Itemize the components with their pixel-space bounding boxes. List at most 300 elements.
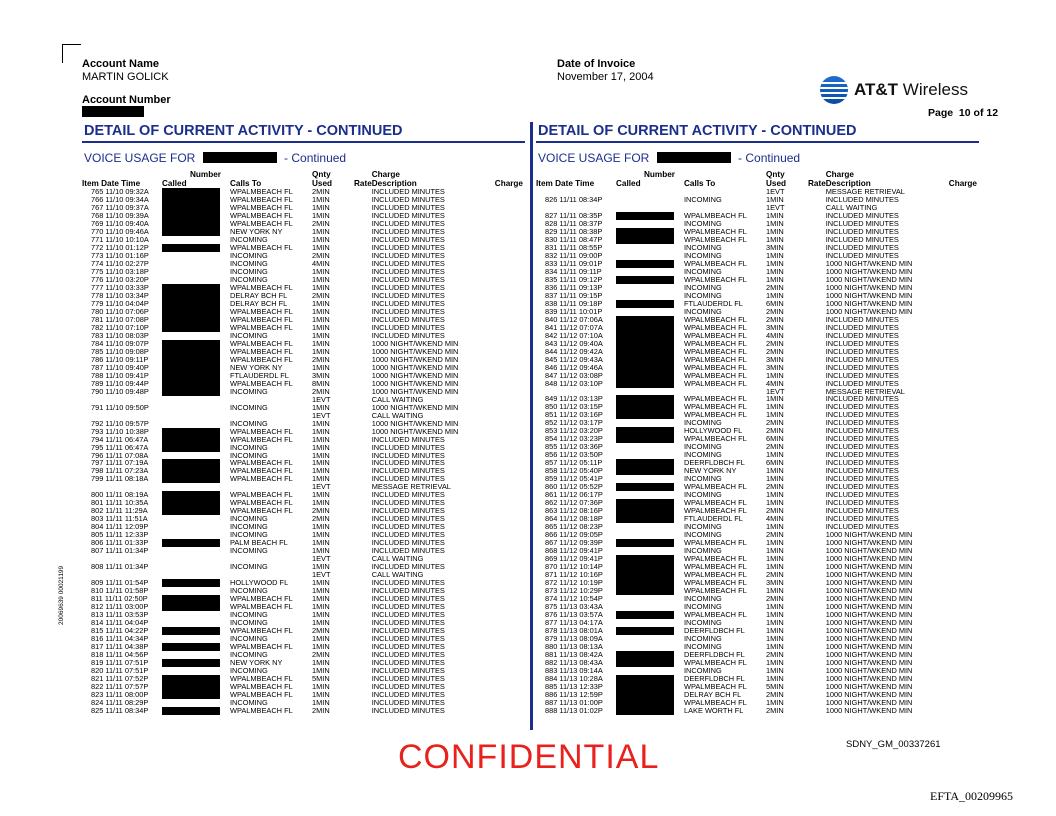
charge — [932, 691, 977, 699]
charge-description: MESSAGE RETRIEVAL — [825, 187, 905, 196]
rate — [808, 332, 826, 340]
charge-description: INCLUDED MINUTES — [371, 522, 445, 532]
rate — [354, 260, 372, 268]
table-row — [82, 523, 523, 531]
charge-description: INCLUDED MINUTES — [371, 250, 445, 260]
rate — [354, 539, 372, 547]
redaction-number — [616, 627, 674, 635]
qnty-used: 1MIN — [312, 538, 330, 548]
redaction-left-phone — [203, 152, 277, 163]
charge — [478, 539, 523, 547]
charge-description: INCLUDED MINUTES — [371, 562, 445, 572]
qnty-used: 1MIN — [312, 562, 330, 572]
calls-to: INCOMING — [230, 235, 268, 244]
calls-to: DEERFLDBCH FL — [684, 458, 745, 468]
rate — [354, 571, 372, 579]
number-called — [616, 499, 684, 507]
qnty-used: 2MIN — [312, 187, 330, 196]
calls-to: INCOMING — [684, 250, 722, 260]
qnty-used: 1MIN — [312, 474, 330, 484]
rate — [354, 364, 372, 372]
item-date-time: 861 11/12 06:17P — [545, 490, 603, 500]
number-called — [616, 308, 684, 316]
charge — [932, 324, 977, 332]
number-called — [616, 547, 684, 555]
table-row — [82, 587, 523, 595]
redaction-number — [616, 691, 674, 699]
redaction-number — [162, 204, 220, 212]
item-date-time: 806 11/11 01:33P — [91, 538, 149, 548]
logo-text: Wireless — [898, 80, 968, 99]
charge — [932, 587, 977, 595]
charge — [932, 427, 977, 435]
qnty-used: 2MIN — [766, 338, 784, 348]
charge-description: 1000 NIGHT/WKEND MIN — [825, 657, 913, 667]
calls-to: INCOMING — [684, 242, 722, 252]
charge-description: INCLUDED MINUTES — [371, 657, 445, 667]
number-called — [162, 491, 230, 499]
charge-description: INCLUDED MINUTES — [371, 514, 445, 524]
item-date-time: 869 11/12 09:41P — [545, 554, 603, 564]
number-called — [616, 276, 684, 284]
charge-description: INCLUDED MINUTES — [371, 195, 445, 204]
qnty-used: 1MIN — [312, 458, 330, 468]
charge — [932, 643, 977, 651]
item-date-time: 867 11/12 09:39P — [545, 538, 603, 548]
item-date-time: 839 11/11 10:01P — [545, 306, 603, 316]
redaction-number — [616, 356, 674, 364]
charge-description: INCLUDED MINUTES — [371, 538, 445, 548]
table-row — [82, 603, 523, 611]
charge-description: INCLUDED MINUTES — [371, 578, 445, 588]
calls-to: WPALMBEACH FL — [230, 594, 293, 604]
charge — [478, 699, 523, 707]
qnty-used: 2MIN — [766, 314, 784, 324]
redaction-number — [162, 603, 220, 611]
rate — [354, 292, 372, 300]
left-title-rule — [82, 141, 525, 143]
number-called — [162, 252, 230, 260]
item-date-time: 803 11/11 11:51A — [91, 514, 148, 524]
number-called — [162, 380, 230, 388]
rate — [808, 595, 826, 603]
qnty-used: 1MIN — [312, 610, 330, 620]
qnty-used: 2MIN — [312, 219, 330, 228]
rate — [808, 555, 826, 563]
charge — [478, 587, 523, 595]
table-row — [82, 507, 523, 515]
charge — [932, 475, 977, 483]
charge-description: INCLUDED MINUTES — [371, 442, 445, 452]
charge — [478, 483, 523, 491]
rate — [354, 555, 372, 563]
rate — [354, 268, 372, 276]
charge — [478, 595, 523, 603]
redaction-number — [616, 659, 674, 667]
redaction-number — [162, 212, 220, 220]
rate — [808, 531, 826, 539]
qnty-used: 4MIN — [766, 514, 784, 524]
qnty-used: 1MIN — [312, 322, 330, 332]
rate — [808, 707, 826, 715]
rate — [354, 587, 372, 595]
charge-description: INCLUDED MINUTES — [825, 498, 899, 508]
charge — [932, 547, 977, 555]
rate — [354, 356, 372, 364]
charge — [478, 196, 523, 204]
qnty-used: 1MIN — [766, 474, 784, 484]
charge — [932, 212, 977, 220]
calls-to: WPALMBEACH FL — [230, 474, 293, 484]
table-row — [82, 699, 523, 707]
qnty-used: 1MIN — [766, 466, 784, 476]
item-date-time: 787 11/10 09:40P — [91, 362, 149, 372]
calls-to: WPALMBEACH FL — [230, 219, 293, 228]
calls-to: WPALMBEACH FL — [684, 226, 747, 236]
item-date-time: 870 11/12 10:14P — [545, 562, 603, 572]
item-date-time: 883 11/13 09:14A — [545, 665, 603, 675]
rate — [808, 380, 826, 388]
table-row — [82, 579, 523, 587]
item-date-time: 846 11/12 09:46A — [545, 362, 603, 372]
charge — [478, 667, 523, 675]
qnty-used: 1MIN — [766, 657, 784, 667]
charge — [932, 395, 977, 403]
number-called — [616, 635, 684, 643]
charge-description: INCLUDED MINUTES — [825, 242, 899, 252]
charge-description: INCLUDED MINUTES — [371, 322, 445, 332]
calls-to: WPALMBEACH FL — [230, 322, 293, 332]
rate — [808, 427, 826, 435]
calls-to: INCOMING — [684, 602, 722, 612]
number-called — [162, 412, 230, 420]
calls-to: DELRAY BCH FL — [230, 290, 288, 300]
table-row — [536, 228, 977, 236]
charge — [478, 523, 523, 531]
qnty-used: 6MIN — [766, 458, 784, 468]
charge-description: INCLUDED MINUTES — [825, 314, 899, 324]
charge — [478, 300, 523, 308]
charge-description: INCLUDED MINUTES — [371, 618, 445, 628]
item-date-time: 871 11/12 10:16P — [545, 570, 603, 580]
number-called — [162, 651, 230, 659]
rate — [808, 507, 826, 515]
charge — [478, 324, 523, 332]
rate — [354, 372, 372, 380]
number-called — [616, 571, 684, 579]
col-qnty-used: Used — [312, 179, 333, 188]
charge-description: 1000 NIGHT/WKEND MIN — [371, 354, 459, 364]
charge-description: INCLUDED MINUTES — [371, 306, 445, 316]
calls-to: WPALMBEACH FL — [230, 187, 293, 196]
charge — [478, 308, 523, 316]
charge — [478, 555, 523, 563]
charge — [478, 220, 523, 228]
rate — [354, 396, 372, 404]
item-date-time: 828 11/11 08:37P — [545, 218, 603, 228]
rate — [354, 483, 372, 491]
calls-to: INCOMING — [230, 514, 268, 524]
charge — [478, 284, 523, 292]
number-called — [162, 611, 230, 619]
number-called — [162, 635, 230, 643]
number-called — [162, 571, 230, 579]
charge — [478, 563, 523, 571]
number-called — [162, 316, 230, 324]
charge — [932, 451, 977, 459]
calls-to: INCOMING — [230, 649, 268, 659]
qnty-used: 1MIN — [312, 594, 330, 604]
charge — [478, 396, 523, 404]
qnty-used: 2MIN — [766, 530, 784, 540]
item-date-time: 818 11/11 04:56P — [91, 649, 149, 659]
redaction-number — [162, 707, 220, 715]
redaction-number — [162, 196, 220, 204]
charge-description: 1000 NIGHT/WKEND MIN — [825, 282, 913, 292]
charge-description: INCLUDED MINUTES — [371, 219, 445, 228]
number-called — [162, 531, 230, 539]
calls-to: WPALMBEACH FL — [230, 689, 293, 699]
qnty-used: 1MIN — [766, 370, 784, 380]
item-date-time: 793 11/10 10:38P — [91, 426, 149, 436]
calls-to: INCOMING — [230, 618, 268, 628]
charge — [932, 459, 977, 467]
charge-description: 1000 NIGHT/WKEND MIN — [371, 426, 459, 436]
col-qnty-top: Qnty — [766, 170, 785, 179]
qnty-used: 1MIN — [766, 625, 784, 635]
charge-description: 1000 NIGHT/WKEND MIN — [825, 530, 913, 540]
rate — [354, 507, 372, 515]
redaction-number — [616, 403, 674, 411]
left-section-title: DETAIL OF CURRENT ACTIVITY - CONTINUED — [84, 123, 403, 139]
item-date-time: 886 11/13 12:59P — [545, 689, 603, 699]
charge-description: CALL WAITING — [371, 410, 424, 420]
calls-to: WPALMBEACH FL — [684, 506, 747, 516]
qnty-used: 1MIN — [312, 227, 330, 236]
calls-to: WPALMBEACH FL — [684, 697, 747, 707]
calls-to: DEERFLDBCH FL — [684, 625, 745, 635]
calls-to: WPALMBEACH FL — [230, 306, 293, 316]
number-called — [162, 364, 230, 372]
charge-description: INCLUDED MINUTES — [825, 394, 899, 404]
charge-description: 1000 NIGHT/WKEND MIN — [825, 266, 913, 276]
charge — [932, 667, 977, 675]
calls-to: WPALMBEACH FL — [684, 346, 747, 356]
charge — [478, 691, 523, 699]
side-code: 20069639 00021199 — [58, 565, 65, 625]
charge-description: INCLUDED MINUTES — [371, 458, 445, 468]
charge — [478, 515, 523, 523]
qnty-used: 2MIN — [766, 570, 784, 580]
calls-to: HOLLYWOOD FL — [230, 578, 289, 588]
number-called — [162, 204, 230, 212]
charge — [932, 316, 977, 324]
charge — [478, 268, 523, 276]
calls-to: NEW YORK NY — [230, 362, 283, 372]
charge — [932, 268, 977, 276]
qnty-used: 1EVT — [312, 554, 331, 564]
rate — [354, 348, 372, 356]
number-called — [616, 659, 684, 667]
rate — [354, 436, 372, 444]
item-date-time: 781 11/10 07:08P — [91, 314, 149, 324]
rate — [808, 451, 826, 459]
charge — [932, 236, 977, 244]
qnty-used: 1MIN — [766, 602, 784, 612]
calls-to: WPALMBEACH FL — [684, 394, 747, 404]
rate — [808, 499, 826, 507]
number-called — [162, 539, 230, 547]
calls-to: INCOMING — [684, 522, 722, 532]
qnty-used: 1MIN — [766, 226, 784, 236]
rate — [354, 332, 372, 340]
charge — [932, 619, 977, 627]
item-date-time: 812 11/11 03:00P — [91, 602, 149, 612]
rate — [808, 228, 826, 236]
number-called — [616, 372, 684, 380]
rate — [354, 547, 372, 555]
table-row — [82, 499, 523, 507]
number-called — [616, 579, 684, 587]
globe-icon — [820, 76, 848, 104]
item-date-time: 826 11/11 08:34P — [545, 194, 603, 204]
table-row — [82, 659, 523, 667]
redaction-number — [616, 395, 674, 403]
number-called — [616, 555, 684, 563]
number-called — [162, 284, 230, 292]
rate — [808, 491, 826, 499]
charge-description: INCLUDED MINUTES — [371, 530, 445, 540]
corner-mark — [62, 44, 81, 63]
charge-description: INCLUDED MINUTES — [825, 378, 899, 388]
number-called — [162, 236, 230, 244]
redaction-number — [162, 595, 220, 603]
charge-description: 1000 NIGHT/WKEND MIN — [825, 306, 913, 316]
calls-to: HOLLYWOOD FL — [684, 426, 743, 436]
number-called — [162, 483, 230, 491]
number-called — [616, 427, 684, 435]
rate — [808, 515, 826, 523]
qnty-used: 1MIN — [766, 586, 784, 596]
table-row — [82, 539, 523, 547]
redaction-number — [616, 683, 674, 691]
charge-description: INCLUDED MINUTES — [371, 187, 445, 196]
number-called — [162, 324, 230, 332]
rate — [354, 196, 372, 204]
qnty-used: 6MIN — [766, 298, 784, 308]
rate — [808, 356, 826, 364]
calls-to: INCOMING — [684, 474, 722, 484]
charge — [478, 212, 523, 220]
charge-description: INCLUDED MINUTES — [825, 210, 899, 220]
table-row — [82, 619, 523, 627]
charge — [932, 595, 977, 603]
rate — [354, 252, 372, 260]
item-date-time: 810 11/11 01:58P — [91, 586, 149, 596]
number-called — [616, 483, 684, 491]
calls-to: INCOMING — [230, 530, 268, 540]
charge — [932, 539, 977, 547]
qnty-used: 1MIN — [312, 362, 330, 372]
item-date-time: 805 11/11 12:33P — [91, 530, 149, 540]
charge-description: INCLUDED MINUTES — [371, 227, 445, 236]
charge — [478, 452, 523, 460]
item-date-time: 808 11/11 01:34P — [91, 562, 149, 572]
redaction-number — [162, 467, 220, 475]
item-date-time: 776 11/10 03:20P — [91, 274, 149, 284]
charge — [932, 507, 977, 515]
number-called — [162, 555, 230, 563]
calls-to: INCOMING — [230, 562, 268, 572]
rate — [808, 643, 826, 651]
table-row — [536, 220, 977, 228]
number-called — [616, 667, 684, 675]
table-row — [82, 651, 523, 659]
rate — [808, 212, 826, 220]
charge-description: 1000 NIGHT/WKEND MIN — [371, 370, 459, 380]
redaction-number — [616, 467, 674, 475]
qnty-used: 2MIN — [766, 705, 784, 715]
number-called — [162, 515, 230, 523]
item-date-time: 879 11/13 08:09A — [545, 633, 603, 643]
charge-description: INCLUDED MINUTES — [371, 434, 445, 444]
rate — [808, 443, 826, 451]
rate — [808, 340, 826, 348]
item-date-time: 785 11/10 09:08P — [91, 346, 149, 356]
qnty-used: 5MIN — [766, 681, 784, 691]
qnty-used: 2MIN — [766, 506, 784, 516]
charge — [478, 627, 523, 635]
item-date-time: 799 11/11 08:18A — [91, 474, 149, 484]
charge — [478, 428, 523, 436]
number-called — [616, 707, 684, 715]
charge — [932, 411, 977, 419]
calls-to: WPALMBEACH FL — [230, 458, 293, 468]
rate — [354, 204, 372, 212]
rate — [354, 220, 372, 228]
col-charge-top: Charge — [825, 170, 854, 179]
left-voice-usage-label — [84, 151, 346, 165]
charge-description: 1000 NIGHT/WKEND MIN — [825, 641, 913, 651]
charge — [932, 204, 977, 212]
charge — [932, 284, 977, 292]
qnty-used: 1MIN — [312, 434, 330, 444]
calls-to: INCOMING — [684, 665, 722, 675]
number-called — [162, 587, 230, 595]
item-date-time: 789 11/10 09:44P — [91, 378, 149, 388]
charge-description: INCLUDED MINUTES — [825, 410, 899, 420]
qnty-used: 1MIN — [312, 633, 330, 643]
charge-description: 1000 NIGHT/WKEND MIN — [825, 689, 913, 699]
qnty-used: 2MIN — [766, 346, 784, 356]
charge-description: INCLUDED MINUTES — [371, 274, 445, 284]
calls-to: NEW YORK NY — [684, 466, 737, 476]
item-date-time: 845 11/12 09:43A — [545, 354, 603, 364]
charge-description: INCLUDED MINUTES — [371, 697, 445, 707]
charge-description: INCLUDED MINUTES — [371, 498, 445, 508]
charge — [478, 276, 523, 284]
rate — [354, 444, 372, 452]
rate — [808, 419, 826, 427]
charge — [932, 603, 977, 611]
rate — [354, 276, 372, 284]
qnty-used: 3MIN — [312, 370, 330, 380]
att-logo — [820, 76, 968, 104]
calls-to: WPALMBEACH FL — [684, 258, 747, 268]
calls-to: INCOMING — [684, 530, 722, 540]
number-called — [162, 340, 230, 348]
redaction-number — [162, 475, 220, 483]
